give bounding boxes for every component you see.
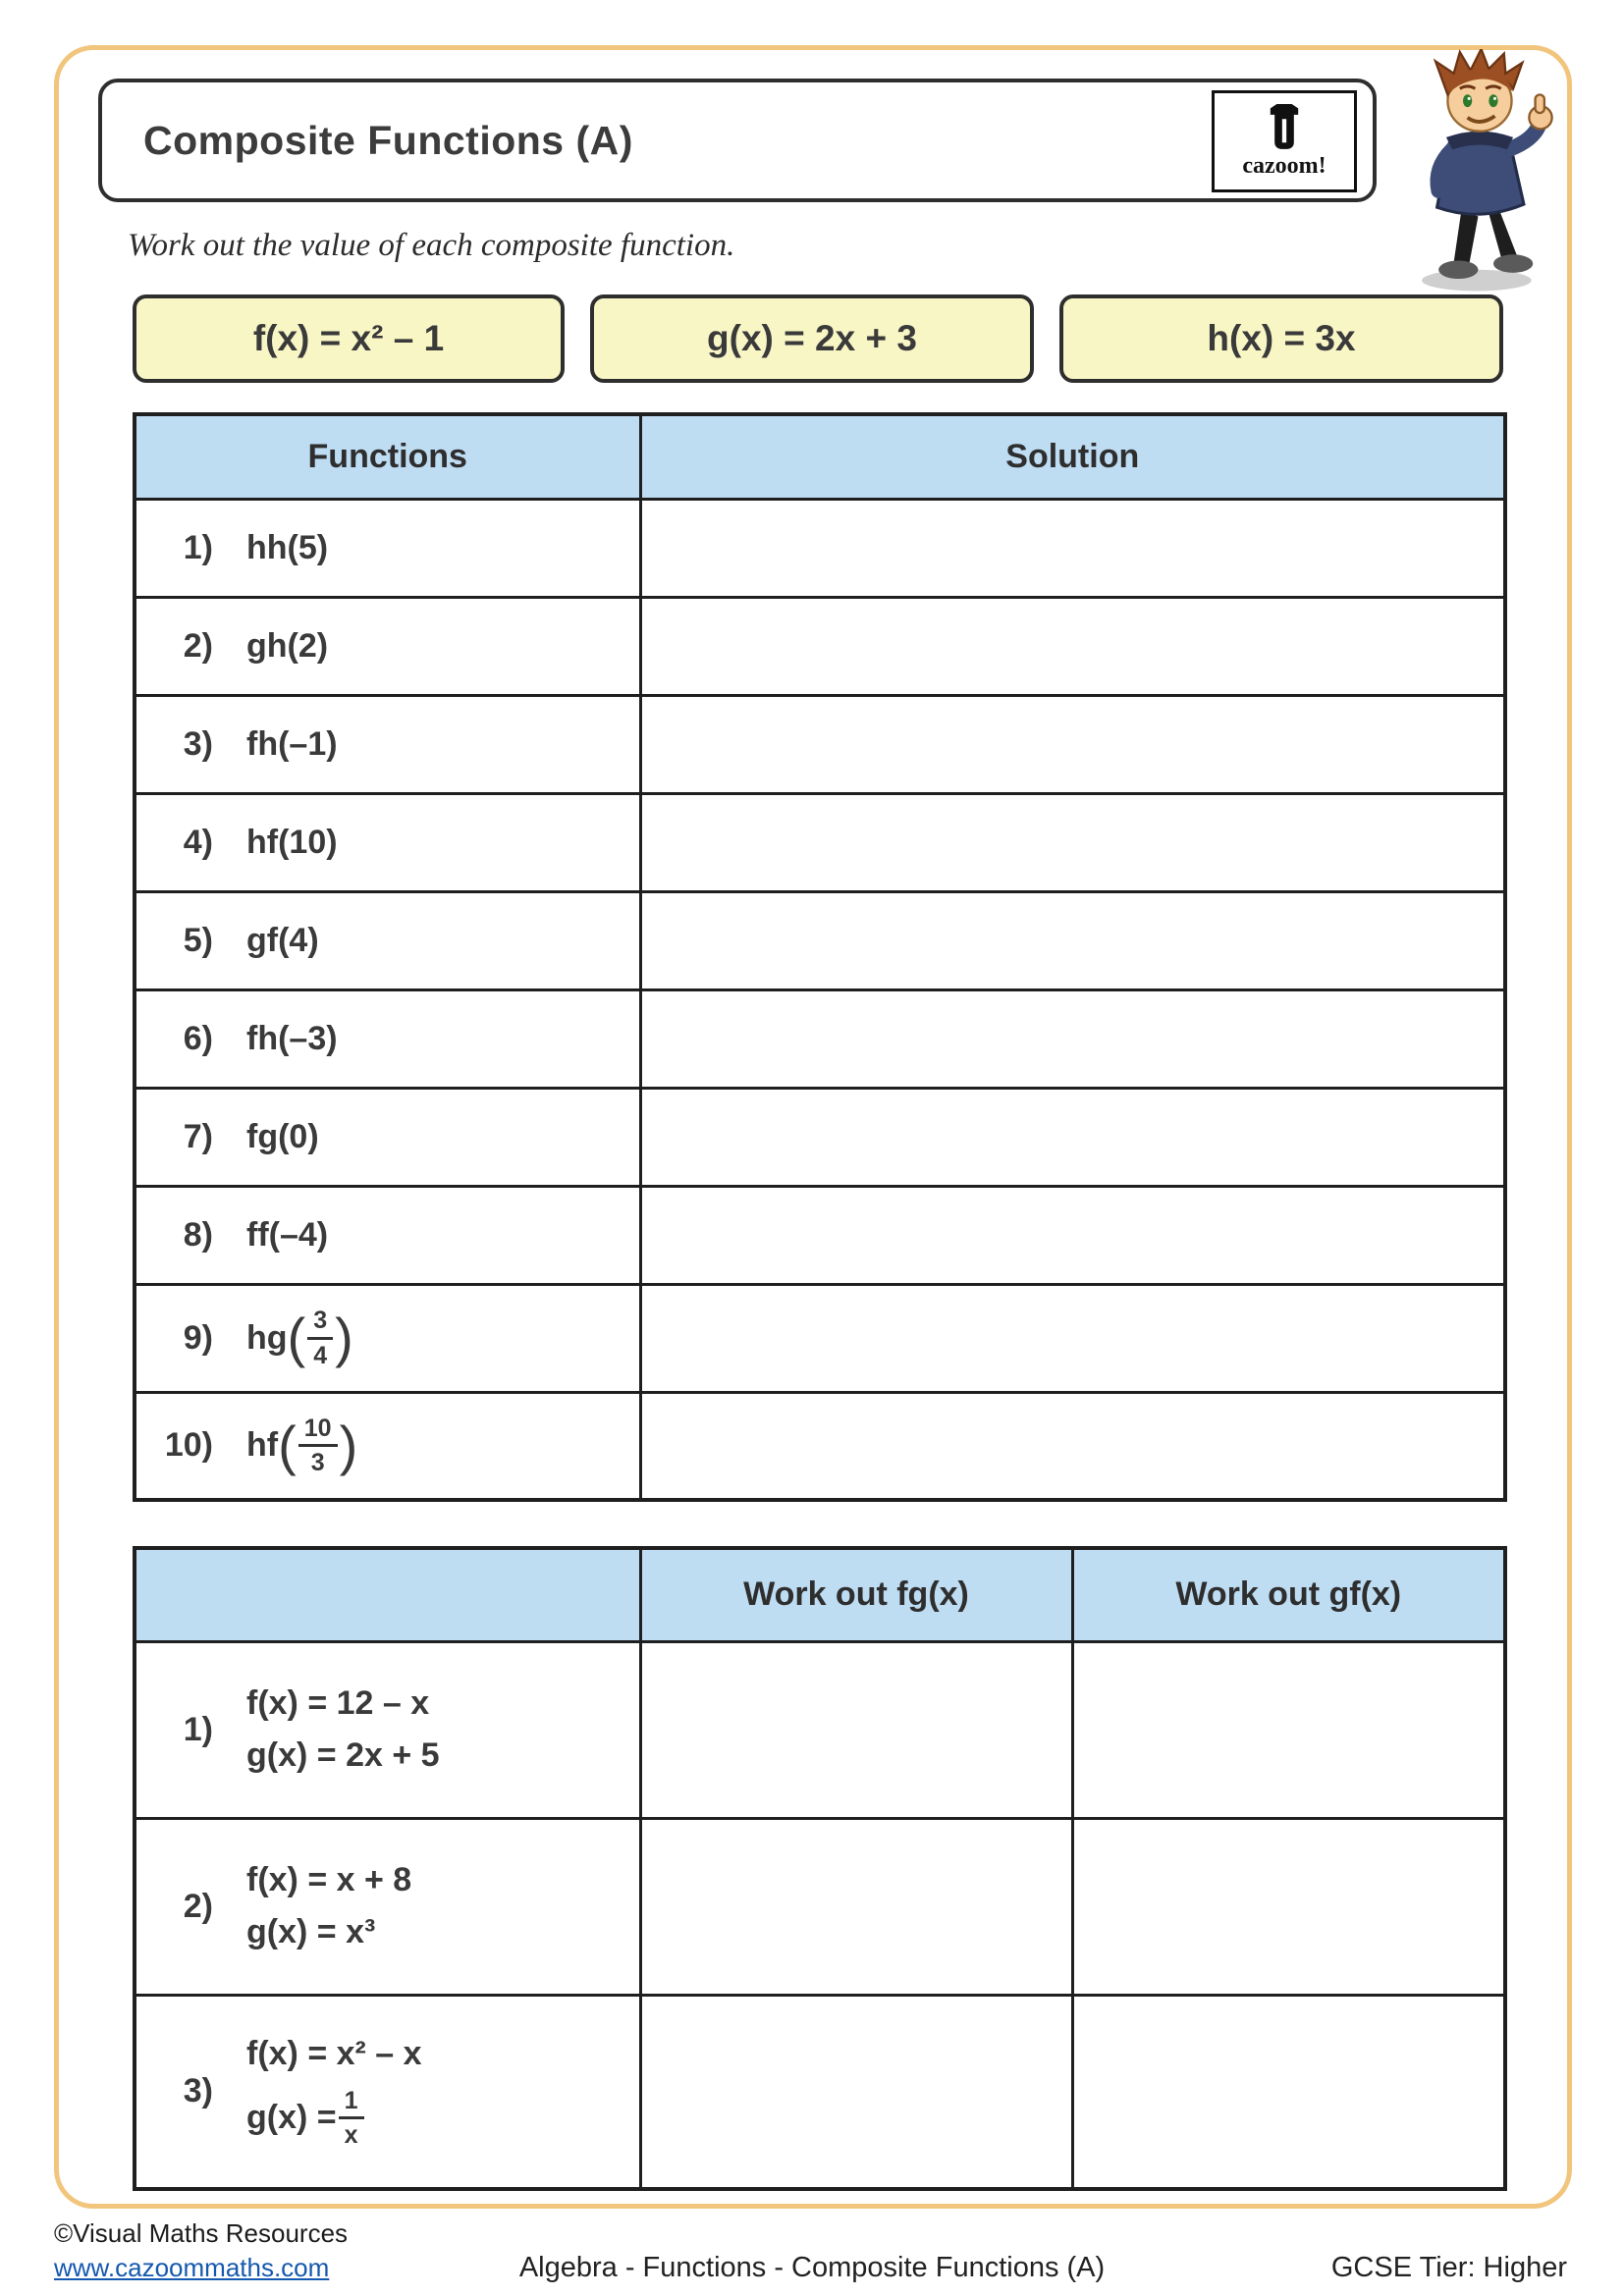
work-out-table <box>133 1546 1507 2191</box>
function-pair <box>246 2035 422 2150</box>
table-row <box>135 1284 1505 1392</box>
question-expression: hf ( $\frac{10}{3}$ ) <box>246 1414 358 1477</box>
solution-cell <box>640 1186 1505 1284</box>
header-solution: Solution <box>640 414 1505 499</box>
f-definition: f(x) = 12 – x <box>246 1684 430 1722</box>
question-expression: gh(2) <box>246 626 329 665</box>
question-number: 1) <box>183 528 213 566</box>
fraction: $\frac{3}{4}$ <box>307 1307 333 1369</box>
question-number: 7) <box>183 1117 213 1155</box>
worksheet-header <box>98 79 1377 202</box>
solution-cell <box>640 1284 1505 1392</box>
table-row <box>135 989 1505 1088</box>
question-number: 4) <box>183 823 213 861</box>
solution-cell <box>640 793 1505 891</box>
function-def-g: g(x) = 2x + 3 <box>590 294 1034 383</box>
table-row <box>135 499 1505 597</box>
question-number: 2) <box>183 626 213 665</box>
mascot-boy <box>1386 49 1573 293</box>
solution-cell <box>640 499 1505 597</box>
function-pair <box>246 1684 440 1775</box>
fraction: $\frac{10}{3}$ <box>298 1415 338 1477</box>
cazoom-logo <box>1212 90 1357 192</box>
table-row <box>135 1641 1505 1818</box>
function-definitions-row <box>133 294 1503 383</box>
table-row <box>135 1392 1505 1500</box>
solution-cell <box>640 891 1505 989</box>
cazoom-logo-icon <box>1263 104 1306 151</box>
question-expression: hh(5) <box>246 528 329 566</box>
question-expression: ff(–4) <box>246 1215 329 1254</box>
header-functions: Functions <box>135 414 640 499</box>
solution-cell <box>640 989 1505 1088</box>
solution-cell <box>640 597 1505 695</box>
solution-cell <box>640 1392 1505 1500</box>
table-header-row <box>135 1548 1505 1641</box>
footer-tier-text: GCSE Tier: Higher <box>1330 2252 1567 2283</box>
g-definition: g(x) = $\frac{1}{x}$ <box>246 2087 422 2150</box>
question-expression: fg(0) <box>246 1117 319 1155</box>
g-definition: g(x) = 2x + 5 <box>246 1736 440 1774</box>
solution-cell <box>640 1088 1505 1186</box>
composite-values-table <box>133 412 1507 1502</box>
fg-answer-cell <box>640 1995 1072 2189</box>
footer-topic-text: Algebra - Functions - Composite Functions (A) <box>518 2252 1106 2283</box>
question-expression: gf(4) <box>246 921 319 959</box>
table-row <box>135 1995 1505 2189</box>
instruction-text: Work out the value of each composite function. <box>128 228 735 263</box>
fraction: $\frac{1}{x}$ <box>339 2087 364 2150</box>
function-def-h: h(x) = 3x <box>1059 294 1503 383</box>
table-row <box>135 1818 1505 1995</box>
function-def-f: f(x) = x² – 1 <box>133 294 565 383</box>
f-definition: f(x) = x² – x <box>246 2034 422 2072</box>
boy-cartoon-icon <box>1386 49 1573 293</box>
question-number: 9) <box>183 1318 213 1357</box>
table-row <box>135 597 1505 695</box>
solution-cell <box>640 695 1505 793</box>
table-row <box>135 1088 1505 1186</box>
function-pair <box>246 1861 411 1951</box>
question-number: 2) <box>183 1887 213 1925</box>
table-row <box>135 695 1505 793</box>
question-number: 3) <box>183 2072 213 2110</box>
cazoommaths-link[interactable]: www.cazoommaths.com <box>54 2253 330 2283</box>
question-expression: hg ( $\frac{3}{4}$ ) <box>246 1306 353 1369</box>
question-expression: hf(10) <box>246 823 338 861</box>
f-definition: f(x) = x + 8 <box>246 1861 412 1898</box>
question-expression: fh(–3) <box>246 1019 338 1057</box>
header-work-out-fg: Work out fg(x) <box>640 1548 1072 1641</box>
g-definition: g(x) = x³ <box>246 1913 376 1950</box>
table-row <box>135 1186 1505 1284</box>
question-number: 6) <box>183 1019 213 1057</box>
page-title: Composite Functions (A) <box>143 117 633 163</box>
fg-answer-cell <box>640 1818 1072 1995</box>
table-header-row <box>135 414 1505 499</box>
question-number: 1) <box>183 1710 213 1748</box>
question-expression: fh(–1) <box>246 724 338 763</box>
header-work-out-gf: Work out gf(x) <box>1072 1548 1505 1641</box>
question-number: 8) <box>183 1215 213 1254</box>
question-number: 10) <box>164 1426 213 1465</box>
gf-answer-cell <box>1072 1995 1505 2189</box>
header-blank <box>135 1548 640 1641</box>
cazoom-logo-text: cazoom! <box>1242 152 1326 179</box>
gf-answer-cell <box>1072 1818 1505 1995</box>
fg-answer-cell <box>640 1641 1072 1818</box>
gf-answer-cell <box>1072 1641 1505 1818</box>
question-number: 5) <box>183 921 213 959</box>
table-row <box>135 793 1505 891</box>
table-row <box>135 891 1505 989</box>
question-number: 3) <box>183 724 213 763</box>
copyright-text: ©Visual Maths Resources <box>54 2218 349 2248</box>
